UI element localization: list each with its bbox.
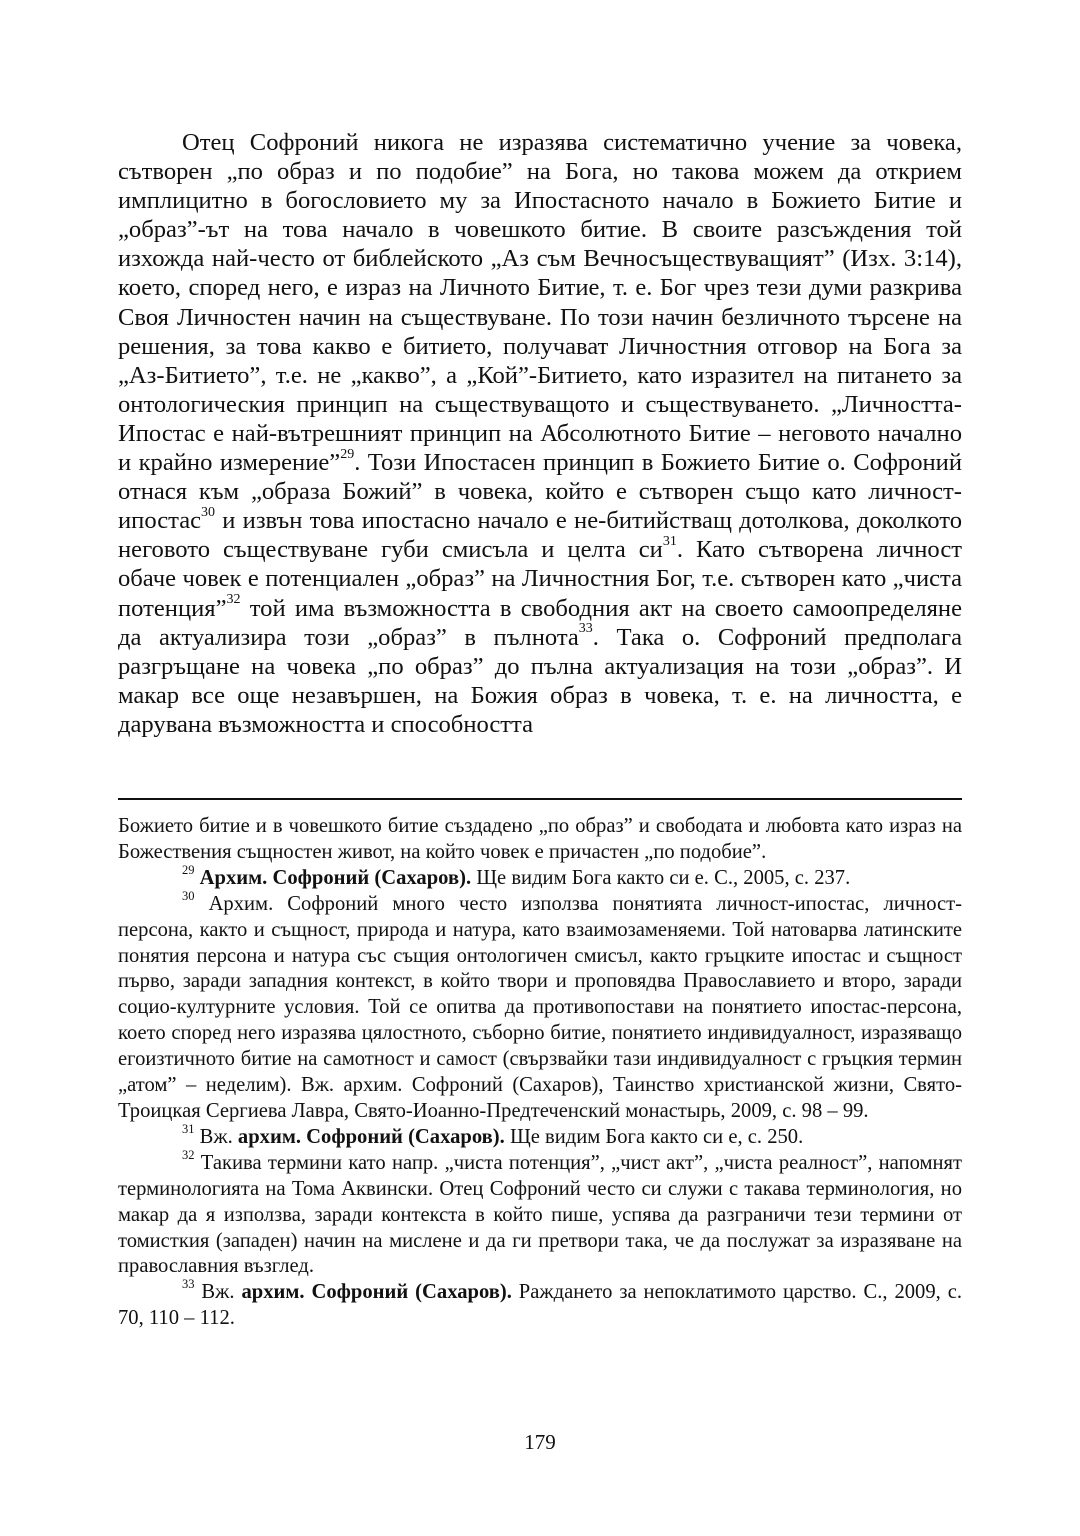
- footnote-29: $^{29}$ Архим. Софроний (Сахаров). Ще видим Бога както си е. С., 2005, с. 237.: [182, 862, 851, 889]
- footnote-ref-33[interactable]: 33: [578, 621, 593, 637]
- footnote-author: архим. Софроний (Сахаров).: [237, 1125, 505, 1148]
- footnote-divider: [118, 798, 962, 800]
- footnote-ref-30[interactable]: 30: [201, 505, 216, 521]
- footnote-ref-29[interactable]: 29: [340, 446, 355, 462]
- footnote-number: 31: [182, 1122, 195, 1137]
- footnote-31: $^{31}$ Вж. архим. Софроний (Сахаров). Ще видим Бога както си е, с. 250.: [182, 1122, 804, 1148]
- footnotes: [118, 814, 962, 1332]
- main-text: [118, 128, 962, 739]
- footnote-number: 30: [182, 888, 195, 903]
- footnote-ref-32[interactable]: 32: [226, 592, 241, 608]
- footnote-33: $^{33}$ Вж. архим. Софроний (Сахаров). Раждането за непоклатимото царство. С., 2009, с. 70, 110 – 112.: [118, 1277, 962, 1330]
- footnote-number: 33: [182, 1277, 195, 1292]
- footnote-number: 29: [182, 862, 195, 877]
- page-number: 179: [524, 1430, 556, 1454]
- footnote-number: 32: [182, 1147, 195, 1162]
- footnote-author: архим. Софроний (Сахаров).: [241, 1281, 512, 1304]
- footnote-author: Архим. Софроний (Сахаров).: [199, 866, 472, 889]
- footnote-32: $^{32}$ Такива термини като напр. „чиста потенция”, „чист акт”, „чиста реалност”, напомнят терминологията на Тома Аквински. Отец Софроний често си служи с такава терминология, но макар да я използва, заради контекста в който пише, успява да разграничи тези термини от томисткия (западен) начин на мислене и да ги претвори така, че да послужат за изразяване на православния възглед.: [118, 1147, 962, 1278]
- body-paragraph: Отец Софроний никога не изразява систематично учение за човека, сътворен „по образ и по подобие” на Бога, но такова можем да открием имплицитно в богословието му за Ипостасното начало в Божието Битие и „образ”-ът на това начало в човешкото битие. В своите разсъждения той изхожда най-често от библейското „Аз съм Вечносъществуващият” (Изх. 3:14), което, според него, е израз на Личното Битие, т. е. Бог чрез тези думи разкрива Своя Личностен начин на съществуване. По този начин безличното търсене на решения, за това какво е битието, получават Личностния отговор на Бога за „Аз-Битието”, т.е. не „какво”, а „Кой”-Битието, като изразител на питането за онтологическия принцип на съществуващото и съществуването. „Личността-Ипостас е най-вътрешният принцип на Абсолютното Битие – неговото начално и крайно измерение”$^{29}$. Този Ипостасен принцип в Божието Битие о. Софроний отнася към „образа Божий” в човека, който е сътворен също като личност-ипостас$^{30}$ и извън това ипостасно начало е не-битийстващ дотолкова, доколкото неговото съществуване губи смисъла и целта $си^{31}$. Като сътворена личност обаче човек е потенциален „образ” на Личностния Бог, т.е. сътворен като „чиста потенция”$^{32}$ той има възможността в свободния акт на своето самоопределяне да актуализира този „образ” в пълнота$^{33}$. Така о. Софроний предполага разгръщане на човека „по образ” до пълна актуализация на този „образ”. И макар все още незавършен, на Божия образ в човека, т. е. на личността, е дарувана възможността и способността: [118, 129, 963, 738]
- footnote-30: $^{30}$ Архим. Софроний много често използва понятията личност-ипостас, личност-персона, както и същност, природа и натура, като взаимозаменяеми. Той натоварва латинските понятия персона и натура със същия онтологичен смисъл, както гръцките ипостас и същност първо, заради западния контекст, в който твори и проповядва Православието и второ, заради социо-културните условия. Той се опитва да противопостави на понятието ипостас-персона, което според него изразява цялостното, съборно битие, понятието индивидуалност, изразяващо егоизтичното битие на самотност и самост (свързвайки тази индивидуалност с гръцкия термин „атом” – неделим). Вж. архим. Софроний (Сахаров), Таинство христианской жизни, Свято-Троицкая Сергиева Лавра, Свято-Иоанно-Предтеченский монастырь, 2009, с. 98 – 99.: [118, 888, 962, 1122]
- footnote-ref-31[interactable]: 31: [662, 534, 677, 550]
- footnote-continuation: Божието битие и в човешкото битие създадено „по образ” и свободата и любовта като израз на Божествения същностен живот, на който човек е причастен „по подобие”.: [118, 815, 962, 863]
